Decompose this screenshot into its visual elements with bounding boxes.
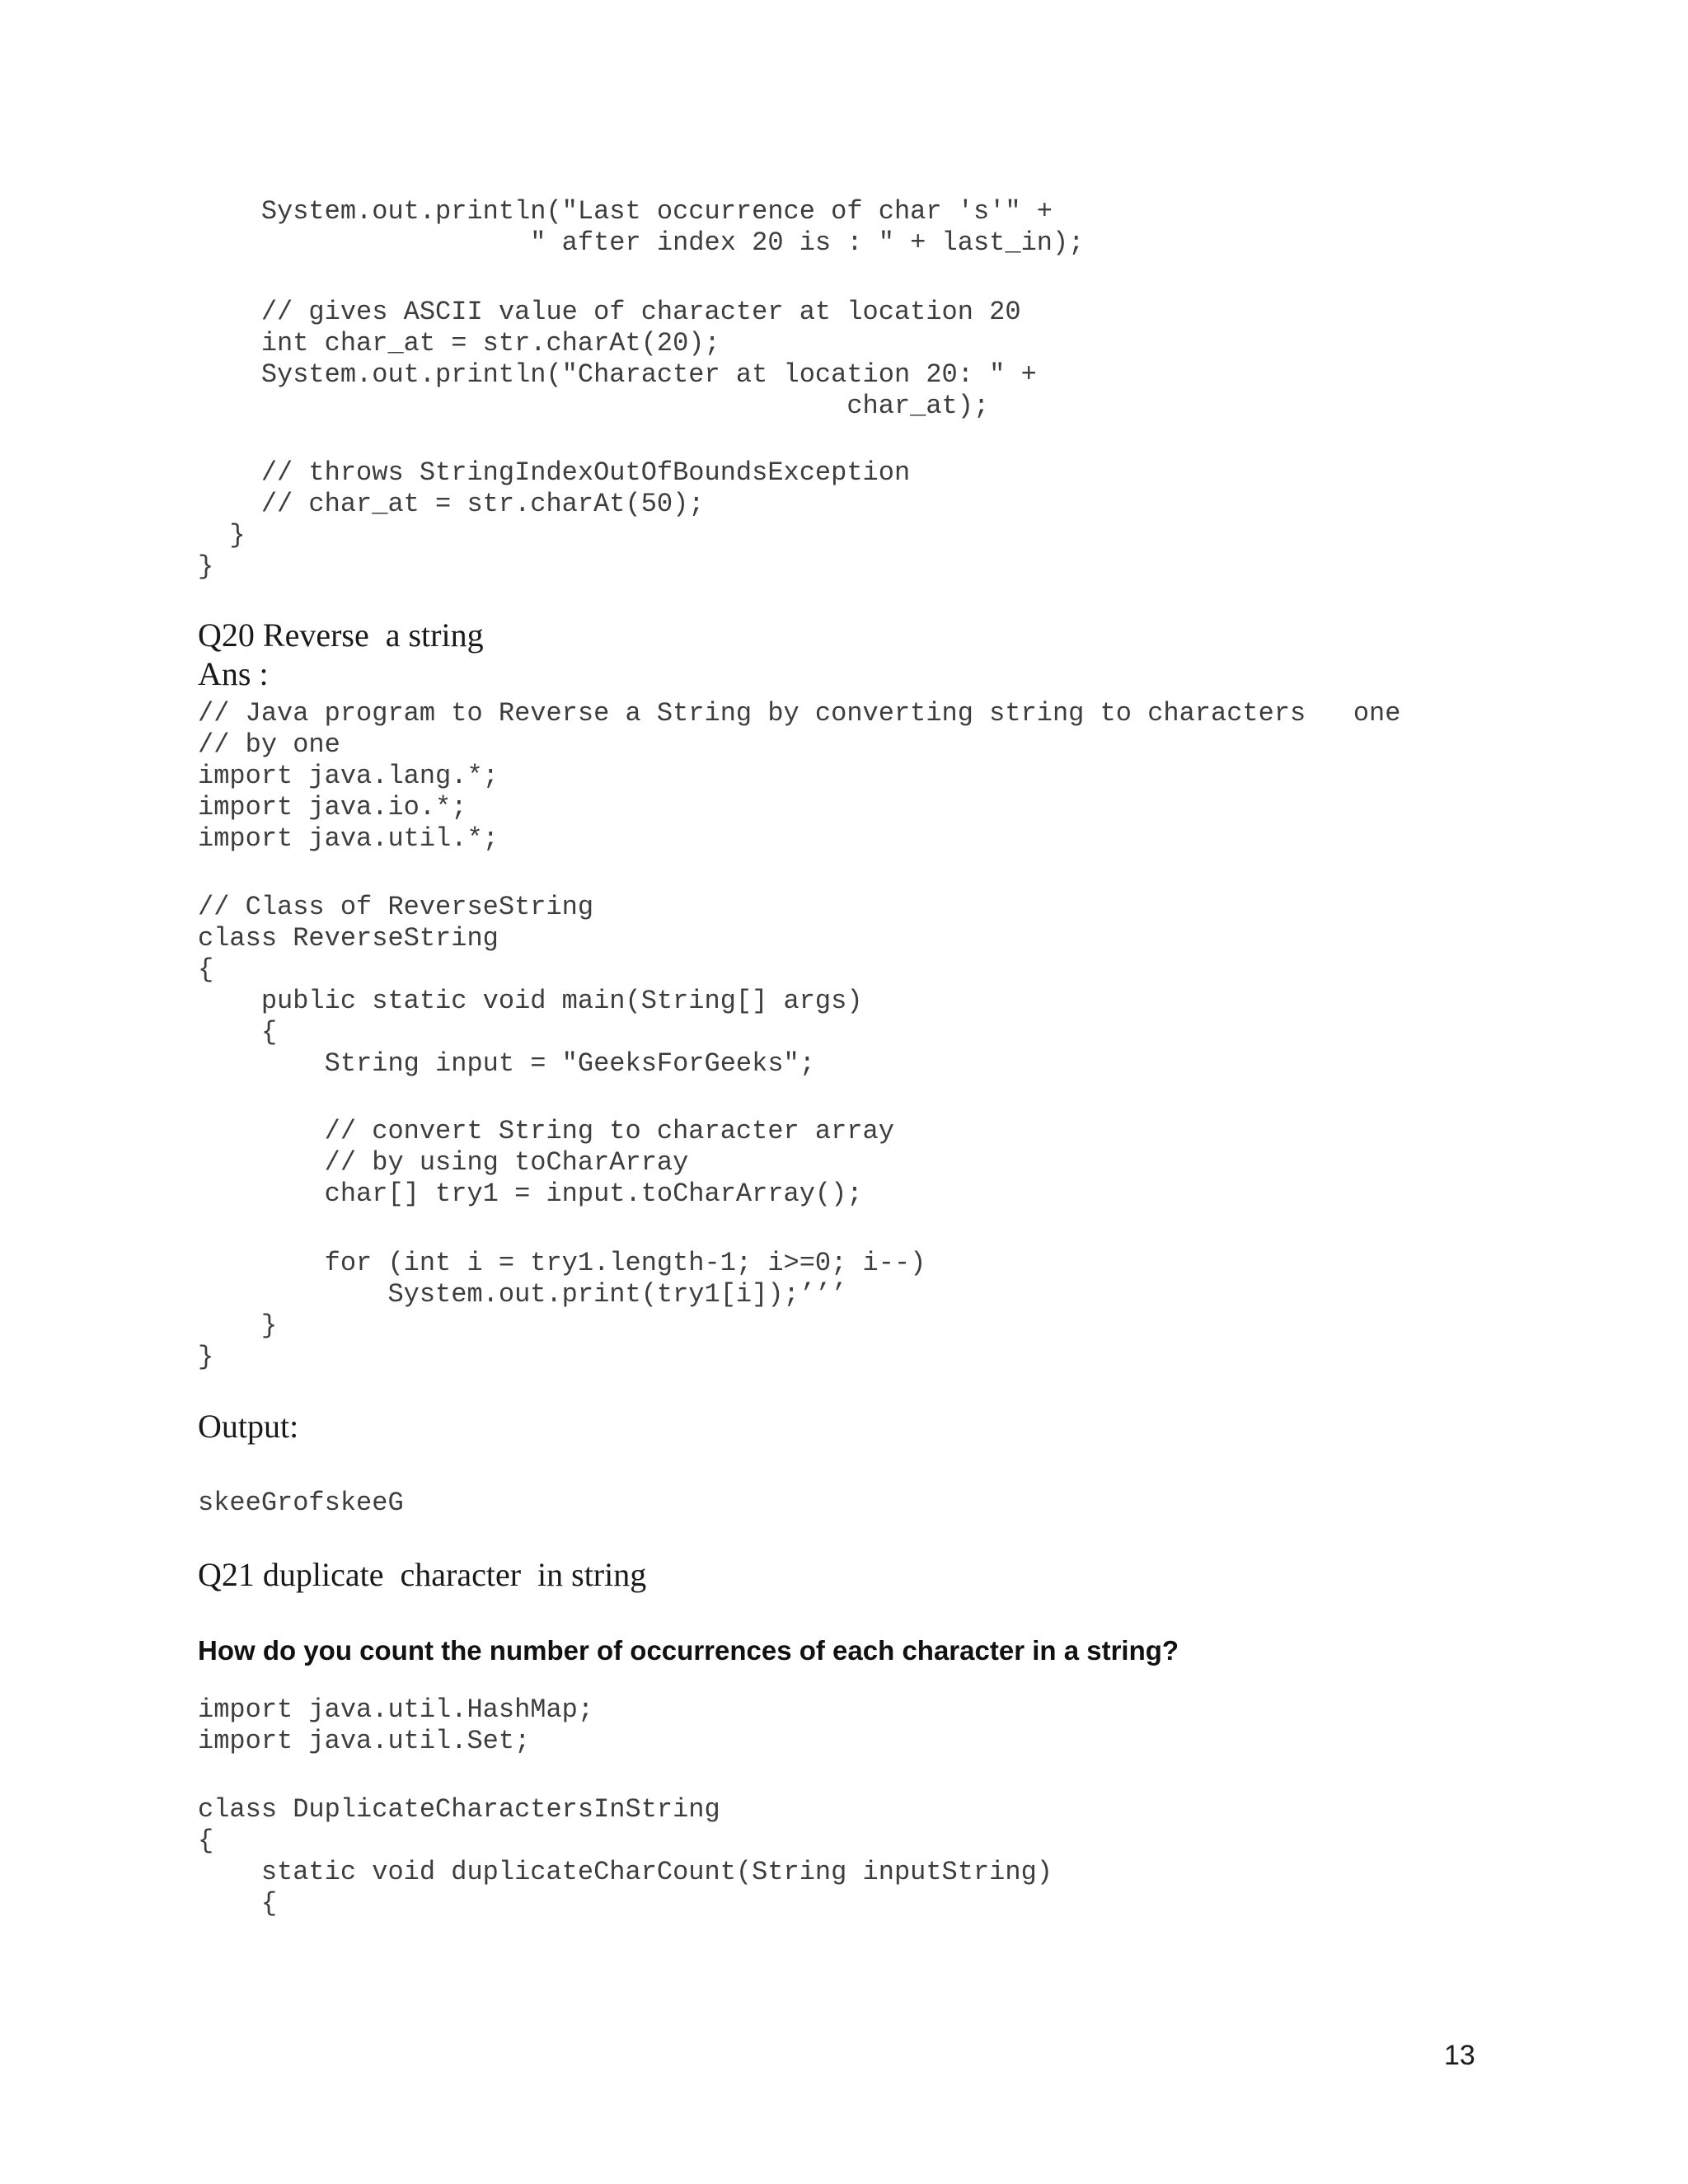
code-block-duplicate-class: class DuplicateCharactersInString { static void duplicateCharCount(String inputString) { <box>198 1794 1053 1919</box>
code-block-println-last-occurrence: System.out.println("Last occurrence of char 's'" + " after index 20 is : " + last_in); <box>260 196 1085 258</box>
q20-title: Q20 Reverse a string <box>198 616 484 654</box>
code-block-reverse-class: // Class of ReverseString class ReverseString { public static void main(String[] args) { String input = "GeeksForGeeks"; <box>198 892 863 1079</box>
code-block-throws: // throws StringIndexOutOfBoundsException // char_at = str.charAt(50); } } <box>198 457 911 582</box>
q20-ans-label: Ans : <box>198 655 269 692</box>
output-value: skeeGrofskeeG <box>198 1488 404 1518</box>
code-block-duplicate-imports: import java.util.HashMap; import java.util.Set; <box>198 1694 594 1756</box>
q21-question: How do you count the number of occurrences of each character in a string? <box>198 1635 1179 1666</box>
code-block-reverse-convert: // convert String to character array // by using toCharArray char[] try1 = input.toCharArray(); <box>324 1116 894 1209</box>
code-block-charat: // gives ASCII value of character at location 20 int char_at = str.charAt(20); System.out.println("Character at location 20: " + char_at); <box>260 297 1037 421</box>
code-block-reverse-imports: // Java program to Reverse a String by converting string to characters one // by one import java.lang.*; import java.io.*; import java.util.*; <box>198 698 1401 854</box>
q21-title: Q21 duplicate character in string <box>198 1556 647 1593</box>
code-block-reverse-loop: for (int i = try1.length-1; i>=0; i--) System.out.print(try1[i]);’’’ } } <box>198 1248 926 1372</box>
output-label: Output: <box>198 1408 299 1445</box>
page-number: 13 <box>1444 2040 1475 2071</box>
